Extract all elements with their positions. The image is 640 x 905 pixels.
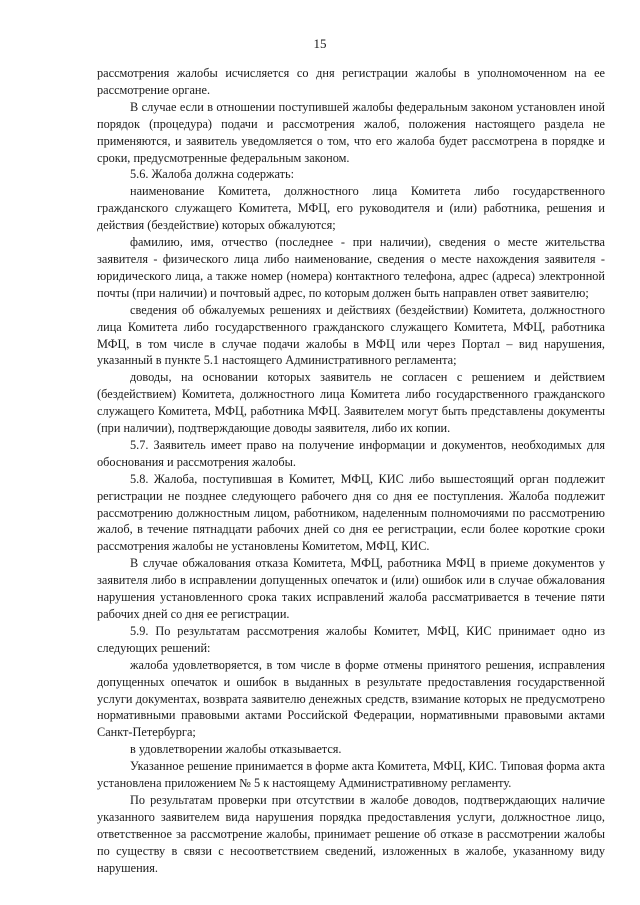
paragraph: сведения об обжалуемых решениях и действиях (бездействии) Комитета, должностного лица Комитета либо государственного гражданского служащего Комитета, МФЦ, работника МФЦ, в том числе в случае подачи жалобы в МФЦ или через Портал – вид нарушения, указанный в пункте 5.1 настоящего Административного регламента;: [97, 302, 605, 368]
paragraph: В случае обжалования отказа Комитета, МФЦ, работника МФЦ в приеме документов у заявителя либо в исправлении допущенных опечаток и (или) ошибок или в случае обжалования нарушения установленного срока таких исправлений жалоба рассматривается в течение пяти рабочих дней со дня ее регистрации.: [97, 556, 605, 621]
paragraph: доводы, на основании которых заявитель не согласен с решением и действием (бездействием) Комитета, должностного лица Комитета либо государственного гражданского служащего Комитета, МФЦ, работника МФЦ. Заявителем могут быть представлены документы (при наличии), подтверждающие доводы заявителя, либо их копии.: [97, 370, 605, 436]
paragraph: жалоба удовлетворяется, в том числе в форме отмены принятого решения, исправления допущенных опечаток и ошибок в выданных в результате предоставления государственной услуги документах, возврата заявителю денежных средств, взимание которых не предусмотрено нормативными правовыми актами Российской Федерации, нормативными правовыми актами Санкт-Петербурга;: [97, 657, 605, 740]
paragraph: Указанное решение принимается в форме акта Комитета, МФЦ, КИС. Типовая форма акта установлена приложением № 5 к настоящему Административному регламенту.: [97, 759, 605, 791]
paragraph: рассмотрения жалобы исчисляется со дня регистрации жалобы в уполномоченном на ее рассмотрение органе.: [97, 66, 605, 97]
paragraph: 5.6. Жалоба должна содержать:: [130, 167, 295, 182]
paragraph: в удовлетворении жалобы отказывается.: [130, 742, 342, 757]
paragraph: 5.7. Заявитель имеет право на получение информации и документов, необходимых для обоснования и рассмотрения жалобы.: [97, 437, 605, 469]
paragraph: фамилию, имя, отчество (последнее - при наличии), сведения о месте жительства заявителя - физического лица либо наименование, сведения о месте нахождения заявителя - юридического лица, а также номер (номера) контактного телефона, адрес (адреса) электронной почты (при наличии) и почтовый адрес, по которым должен быть направлен ответ заявителю;: [97, 235, 605, 300]
paragraph: В случае если в отношении поступившей жалобы федеральным законом установлен иной порядок (процедура) подачи и рассмотрения жалоб, положения настоящего раздела не применяются, и заявитель уведомляется о том, что его жалоба будет рассмотрена в порядке и сроки, предусмотренные федеральным законом.: [97, 99, 605, 165]
page-number: 15: [313, 36, 327, 51]
document-body: [97, 65, 605, 877]
paragraph: 5.8. Жалоба, поступившая в Комитет, МФЦ, КИС либо вышестоящий орган подлежит регистрации не позднее следующего рабочего дня со дня ее поступления. Жалоба подлежит рассмотрению должностным лицом, работником, наделенным полномочиями по рассмотрению жалоб, в течение пятнадцати рабочих дней со дня ее регистрации, если более короткие сроки рассмотрения жалобы не установлены Комитетом, МФЦ, КИС.: [97, 471, 605, 554]
paragraph: 5.9. По результатам рассмотрения жалобы Комитет, МФЦ, КИС принимает одно из следующих решений:: [97, 623, 605, 655]
paragraph: наименование Комитета, должностного лица Комитета либо государственного гражданского служащего Комитета, МФЦ, его руководителя и (или) работника, решения и действия (бездействие) которых обжалуются;: [97, 184, 605, 233]
paragraph: По результатам проверки при отсутствии в жалобе доводов, подтверждающих наличие указанного заявителем вида нарушения порядка предоставления услуги, должностное лицо, ответственное за рассмотрение жалобы, принимает решение об отказе в рассмотрении жалобы по существу в связи с несоответствием сведений, изложенных в жалобе, указанному виду нарушения.: [97, 792, 605, 875]
